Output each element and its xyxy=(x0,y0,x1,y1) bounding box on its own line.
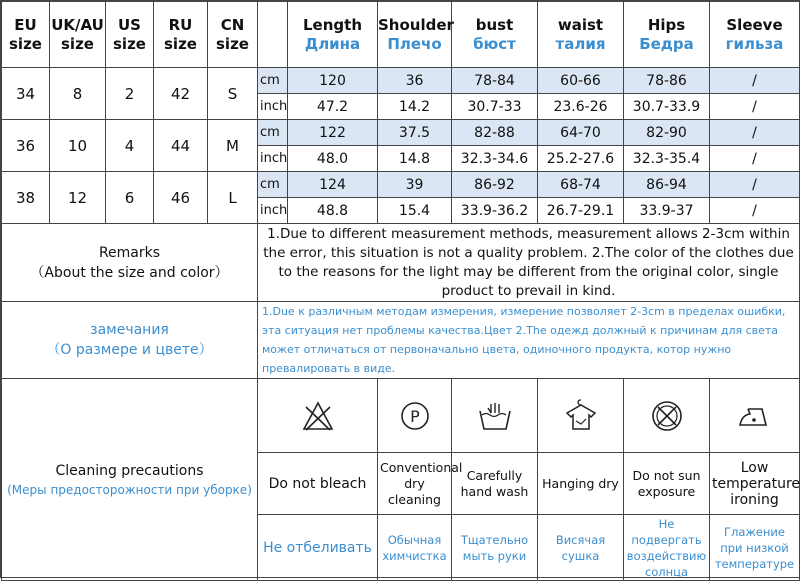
waist-value: 64-70 xyxy=(538,120,624,146)
eu-size-value: 34 xyxy=(2,68,50,120)
header-cn-size: CN size xyxy=(208,2,258,68)
care-label-ru: Тщательно мыть руки xyxy=(452,515,538,581)
care-label-ru: Висячая сушка xyxy=(538,515,624,581)
unit-label: cm xyxy=(258,120,288,146)
unit-label: inch xyxy=(258,198,288,224)
care-icons-row xyxy=(2,379,800,453)
waist-value: 60-66 xyxy=(538,68,624,94)
remarks-row-en xyxy=(2,224,800,302)
header-length: Length Длина xyxy=(288,2,378,68)
cn-size-value: S xyxy=(208,68,258,120)
svg-text:P: P xyxy=(409,406,420,426)
shoulder-value: 14.8 xyxy=(378,146,452,172)
hips-value: 78-86 xyxy=(624,68,710,94)
cn-size-value: L xyxy=(208,172,258,224)
header-hips: Hips Бедра xyxy=(624,2,710,68)
care-label-en: Carefully hand wash xyxy=(452,453,538,515)
remarks-label-ru: замечания （О размере и цвете） xyxy=(2,302,258,379)
care-label-ru: Обычная химчистка xyxy=(378,515,452,581)
care-label-ru: Не отбеливать xyxy=(258,515,378,581)
no-bleach-icon xyxy=(258,379,378,453)
no-sun-icon xyxy=(624,379,710,453)
header-eu-size: EU size xyxy=(2,2,50,68)
uk-size-value: 10 xyxy=(50,120,106,172)
care-label-en: Conventional dry cleaning xyxy=(378,453,452,515)
remarks-row-ru xyxy=(2,302,800,379)
header-uk-size: UK/AU size xyxy=(50,2,106,68)
hips-value: 86-94 xyxy=(624,172,710,198)
eu-size-value: 36 xyxy=(2,120,50,172)
cleaning-label: Cleaning precautions (Меры предосторожности при уборке) xyxy=(2,379,258,581)
waist-value: 68-74 xyxy=(538,172,624,198)
table-row xyxy=(2,68,800,94)
header-unit xyxy=(258,2,288,68)
unit-label: cm xyxy=(258,172,288,198)
waist-value: 26.7-29.1 xyxy=(538,198,624,224)
us-size-value: 4 xyxy=(106,120,154,172)
hanging-dry-icon xyxy=(538,379,624,453)
shoulder-value: 36 xyxy=(378,68,452,94)
length-value: 122 xyxy=(288,120,378,146)
care-label-en: Low temperature ironing xyxy=(710,453,800,515)
shoulder-value: 37.5 xyxy=(378,120,452,146)
hand-wash-icon xyxy=(452,379,538,453)
care-label-ru: Не подвергать воздействию солнца xyxy=(624,515,710,581)
sleeve-value: / xyxy=(710,120,800,146)
remarks-label-en: Remarks （About the size and color） xyxy=(2,224,258,302)
remarks-text-ru: 1.Due к различным методам измерения, измерение позволяет 2-3cm в пределах ошибки, эта ситуация нет проблемы качества.Цвет 2.The одежд должный к причинам для света может отличаться от первоначально цвета, одиночного продукта, котор нужно превалировать в виде. xyxy=(258,302,800,379)
waist-value: 25.2-27.6 xyxy=(538,146,624,172)
cn-size-value: M xyxy=(208,120,258,172)
unit-label: inch xyxy=(258,146,288,172)
unit-label: inch xyxy=(258,94,288,120)
shoulder-value: 39 xyxy=(378,172,452,198)
low-iron-icon xyxy=(710,379,800,453)
bust-value: 33.9-36.2 xyxy=(452,198,538,224)
waist-value: 23.6-26 xyxy=(538,94,624,120)
bust-value: 86-92 xyxy=(452,172,538,198)
ru-size-value: 44 xyxy=(154,120,208,172)
bust-value: 82-88 xyxy=(452,120,538,146)
header-shoulder: Shoulder Плечо xyxy=(378,2,452,68)
header-sleeve: Sleeve гильза xyxy=(710,2,800,68)
header-us-size: US size xyxy=(106,2,154,68)
header-bust: bust бюст xyxy=(452,2,538,68)
hips-value: 82-90 xyxy=(624,120,710,146)
ru-size-value: 46 xyxy=(154,172,208,224)
hips-value: 32.3-35.4 xyxy=(624,146,710,172)
sleeve-value: / xyxy=(710,172,800,198)
length-value: 120 xyxy=(288,68,378,94)
table-row xyxy=(2,120,800,146)
length-value: 48.0 xyxy=(288,146,378,172)
shoulder-value: 15.4 xyxy=(378,198,452,224)
care-label-en: Do not sun exposure xyxy=(624,453,710,515)
bust-value: 30.7-33 xyxy=(452,94,538,120)
sleeve-value: / xyxy=(710,146,800,172)
remarks-text-en: 1.Due to different measurement methods, measurement allows 2-3cm within the error, this situation is not a quality problem. 2.The color of the clothes due to the reasons for the light may be different from the original color, single product to prevail in kind. xyxy=(258,224,800,302)
care-label-en: Hanging dry xyxy=(538,453,624,515)
dry-clean-icon xyxy=(378,379,452,453)
uk-size-value: 12 xyxy=(50,172,106,224)
care-label-en: Do not bleach xyxy=(258,453,378,515)
unit-label: cm xyxy=(258,68,288,94)
bust-value: 32.3-34.6 xyxy=(452,146,538,172)
shoulder-value: 14.2 xyxy=(378,94,452,120)
size-table xyxy=(1,1,800,581)
hips-value: 30.7-33.9 xyxy=(624,94,710,120)
us-size-value: 6 xyxy=(106,172,154,224)
length-value: 124 xyxy=(288,172,378,198)
length-value: 47.2 xyxy=(288,94,378,120)
care-label-ru: Глажение при низкой температуре xyxy=(710,515,800,581)
uk-size-value: 8 xyxy=(50,68,106,120)
hips-value: 33.9-37 xyxy=(624,198,710,224)
ru-size-value: 42 xyxy=(154,68,208,120)
table-row xyxy=(2,172,800,198)
sleeve-value: / xyxy=(710,94,800,120)
sleeve-value: / xyxy=(710,198,800,224)
bust-value: 78-84 xyxy=(452,68,538,94)
us-size-value: 2 xyxy=(106,68,154,120)
header-ru-size: RU size xyxy=(154,2,208,68)
eu-size-value: 38 xyxy=(2,172,50,224)
length-value: 48.8 xyxy=(288,198,378,224)
sleeve-value: / xyxy=(710,68,800,94)
header-waist: waist талия xyxy=(538,2,624,68)
